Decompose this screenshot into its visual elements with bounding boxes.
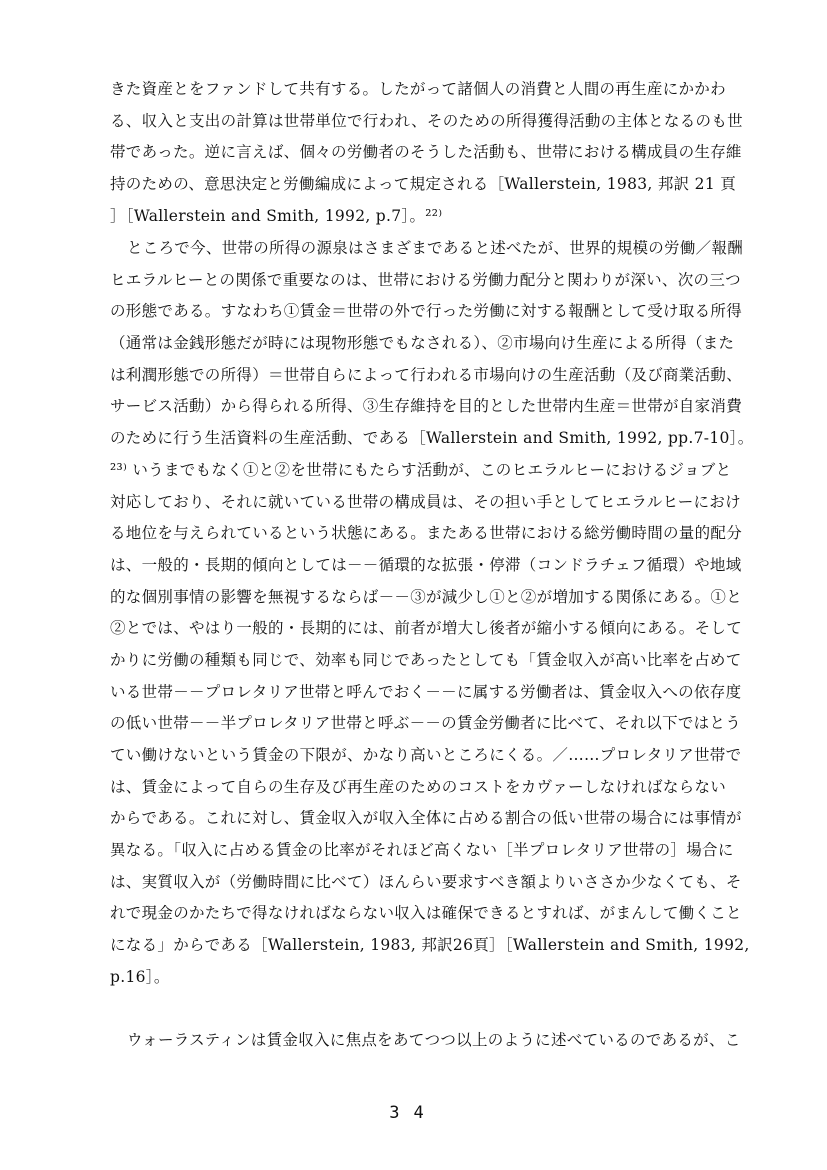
text-line: れで現金のかたちで得なければならない収入は確保できるとすれば、がまんして働くこと <box>110 904 742 923</box>
text-line: ところで今、世帯の所得の源泉はさまざまであると述べたが、世界的規模の労働／報酬 <box>127 239 744 257</box>
text-line: 帯であった。逆に言えば、個々の労働者のそうした活動も、世帯における構成員の生存維 <box>110 143 742 162</box>
text-line: ウォーラスティンは賃金収入に焦点をあてつつ以上のように述べているのであるが、こ <box>127 1031 741 1049</box>
page-number: 34 <box>389 1103 438 1123</box>
text-line: 対応しており、それに就いている世帯の構成員は、その担い手としてヒエラルヒーにおけ <box>110 492 741 511</box>
text-line: る、収入と支出の計算は世帯単位で行われ、そのための所得獲得活動の主体となるのも世 <box>110 111 743 130</box>
text-line: は、実質収入が（労働時間に比べて）ほんらい要求すべき額よりいささか少なくても、そ <box>110 872 742 891</box>
text-line: は、一般的・長期的傾向としては－－循環的な拡張・停滞（コンドラチェフ循環）や地域 <box>110 555 742 574</box>
text-line: は利潤形態での所得）＝世帯自らによって行われる市場向けの生産活動（及び商業活動、 <box>110 365 743 384</box>
text-line: ²³⁾ いうまでもなく①と②を世帯にもたらす活動が、このヒエラルヒーにおけるジョブと <box>110 460 732 479</box>
paragraph-3 <box>110 1025 760 1057</box>
text-line: p.16］。 <box>110 967 170 986</box>
text-line: る地位を与えられているという状態にある。またある世帯における総労働時間の量的配分 <box>110 524 743 543</box>
text-line: の形態である。すなわち①賃金＝世帯の外で行った労働に対する報酬として受け取る所得 <box>110 302 743 321</box>
text-line: の低い世帯－－半プロレタリア世帯と呼ぶ－－の賃金労働者に比べて、それ以下ではとう <box>110 714 742 733</box>
text-line: いる世帯－－プロレタリア世帯と呼んでおく－－に属する労働者は、賃金収入への依存度 <box>110 682 742 701</box>
text-line: きた資産とをファンドして共有する。したがって諸個人の消費と人間の再生産にかかわ <box>110 80 726 98</box>
text-line: 異なる。「収入に占める賃金の比率がそれほど高くない［半プロレタリア世帯の］場合に <box>110 841 734 860</box>
text-line: は、賃金によって自らの生存及び再生産のためのコストをカヴァーしなければならない <box>110 777 727 796</box>
text-line: ］［Wallerstein and Smith, 1992, p.7］。²²⁾ <box>110 206 443 225</box>
text-line: サービス活動）から得られる所得、③生存維持を目的とした世帯内生産＝世帯が自家消費 <box>110 397 743 416</box>
text-line: のために行う生活資料の生産活動、である［Wallerstein and Smith, 1992, pp.7-10］。 <box>110 429 754 448</box>
text-line: （通常は金銭形態だが時には現物形態でもなされる）、②市場向け生産による所得（また <box>110 334 735 353</box>
text-line: てい働けないという賃金の下限が、かなり高いところにくる。／……プロレタリア世帯で <box>110 746 742 764</box>
text-line: からである。これに対し、賃金収入が収入全体に占める割合の低い世帯の場合には事情が <box>110 809 742 828</box>
text-line: 的な個別事情の影響を無視するならば－－③が減少し①と②が増加する関係にある。①と <box>110 587 743 606</box>
paragraph-1 <box>110 74 760 232</box>
text-line: ヒエラルヒーとの関係で重要なのは、世帯における労働力配分と関わりが深い、次の三つ <box>110 270 741 289</box>
paragraph-2 <box>110 233 760 994</box>
text-line: になる」からである［Wallerstein, 1983, 邦訳26頁］［Wallerstein and Smith, 1992, <box>110 936 750 955</box>
text-line: 持のための、意思決定と労働編成によって規定される［Wallerstein, 1983, 邦訳 21 頁 <box>110 175 737 194</box>
text-line: ②とでは、やはり一般的・長期的には、前者が増大し後者が縮小する傾向にある。そして <box>110 619 743 638</box>
text-line: かりに労働の種類も同じで、効率も同じであったとしても「賃金収入が高い比率を占めて <box>110 650 742 669</box>
